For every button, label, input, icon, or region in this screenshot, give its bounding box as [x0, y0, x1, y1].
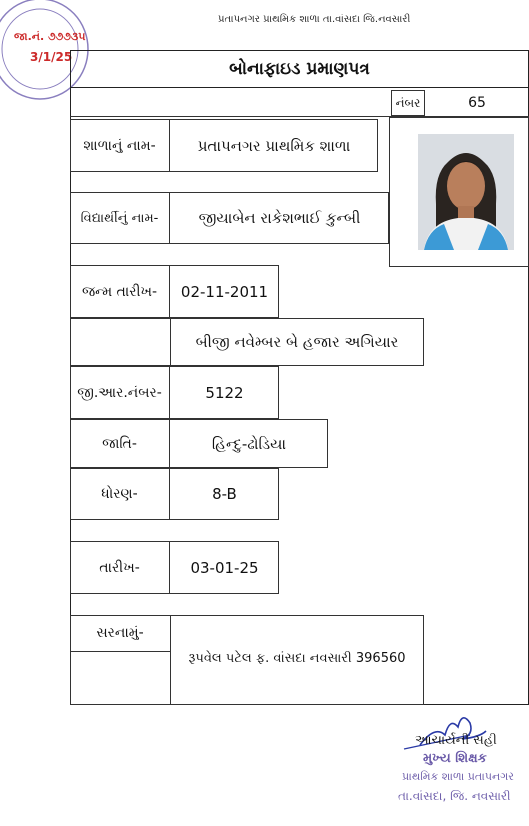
- school-name-label: શાળાનું નામ-: [70, 119, 170, 172]
- dob-words-value: બીજી નવેમ્બર બે હજાર અગિયાર: [195, 333, 399, 351]
- dob-value: 02-11-2011: [180, 282, 269, 301]
- seal-number: જા.નં. ૭૭૭૩૫: [14, 30, 86, 43]
- address-label: સરનામું-: [96, 625, 144, 641]
- caste-label: જાતિ-: [70, 419, 170, 468]
- std-value: 8-B: [212, 485, 237, 503]
- number-value: 65: [468, 95, 486, 111]
- address-value: રૂપવેલ પટેલ ફ. વાંસદા નવસારી 396560: [188, 650, 406, 666]
- student-name-label: વિદ્યાર્થીનું નામ-: [70, 192, 170, 244]
- signature-label: આચાર્યની સહી: [415, 733, 497, 748]
- student-name-value: જીયાબેન રાકેશભાઈ કુન્બી: [198, 209, 361, 227]
- date-value: 03-01-25: [190, 558, 259, 577]
- address-divider-h: [70, 651, 170, 652]
- caste-value: હિન્દુ-ઢોડિયા: [211, 434, 287, 453]
- gr-label: જી.આર.નંબર-: [70, 366, 170, 419]
- seal-date: 3/1/25: [30, 50, 73, 64]
- stamp-place: તા.વાંસદા, જિ. નવસારી: [398, 789, 511, 803]
- student-photo: [418, 134, 514, 250]
- stamp-headmaster: મુખ્ય શિક્ષક: [423, 751, 487, 766]
- date-label: તારીખ-: [70, 541, 170, 594]
- certificate-title: બોનાફાઇડ પ્રમાણપત્ર: [70, 50, 529, 88]
- stamp-school: પ્રાથમિક શાળા પ્રતાપનગર: [402, 770, 514, 783]
- gr-value: 5122: [205, 383, 244, 402]
- school-header-line: પ્રતાપનગર પ્રાથમિક શાળા તા.વાંસદા જિ.નવસારી: [218, 14, 411, 25]
- number-label: નંબર: [391, 90, 425, 116]
- dob-label: જન્મ તારીખ-: [70, 265, 170, 318]
- school-name-value: પ્રતાપનગર પ્રાથમિક શાળા: [197, 136, 351, 155]
- std-label: ધોરણ-: [70, 468, 170, 520]
